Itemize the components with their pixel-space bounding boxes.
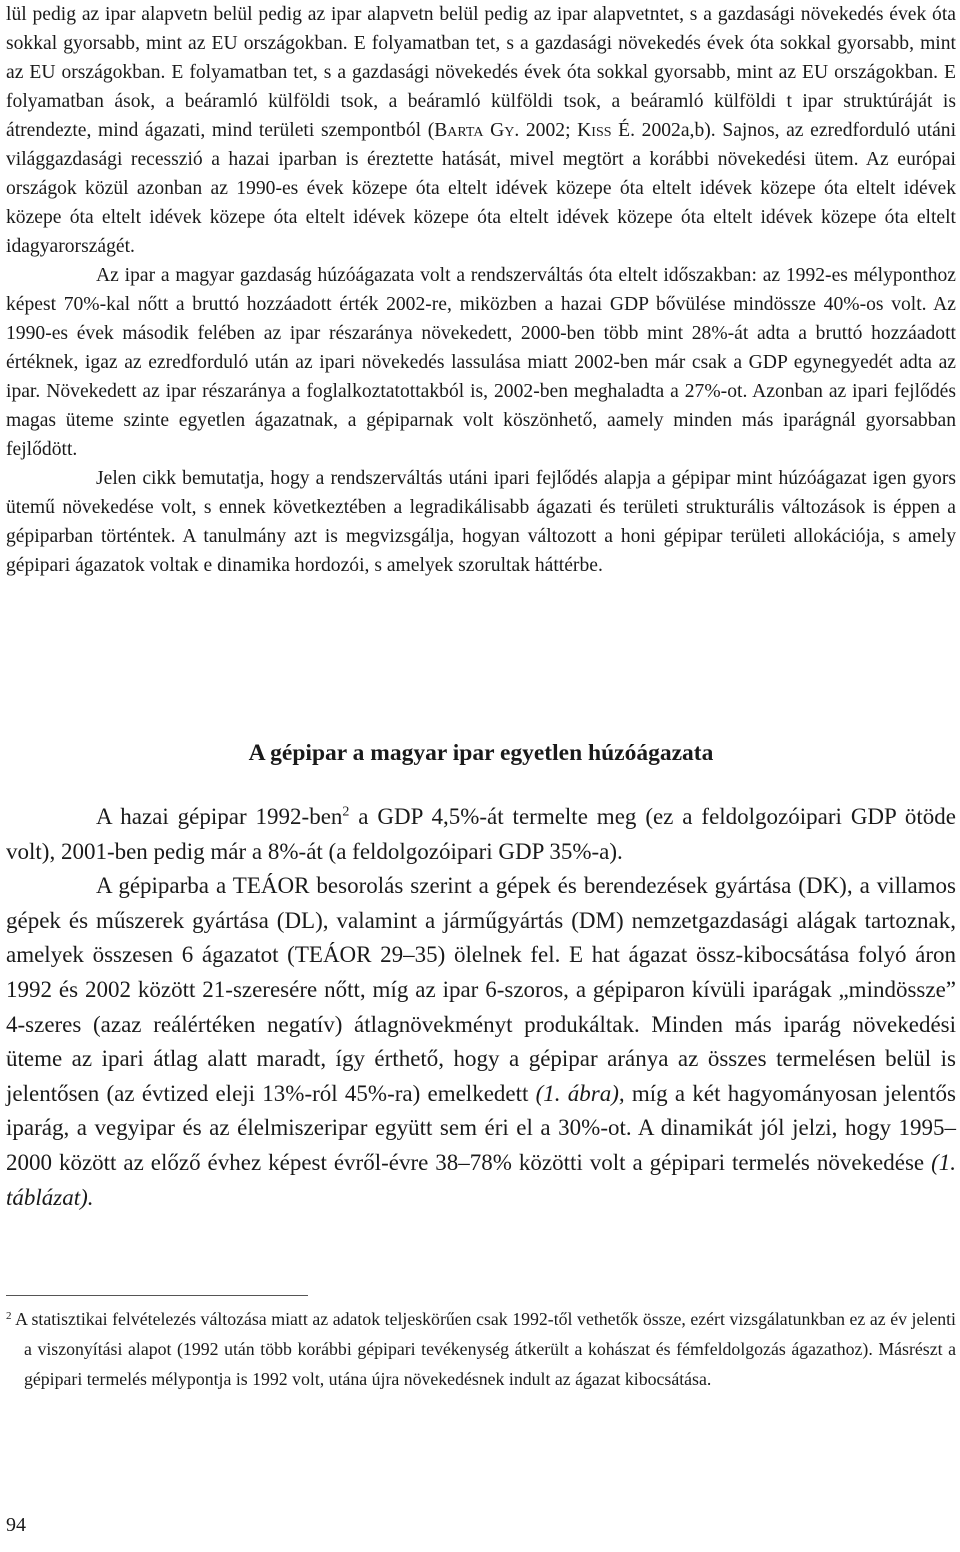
citation-barta-initial: Gy (490, 120, 515, 141)
footnote (6, 1304, 956, 1394)
section-body (6, 800, 956, 1215)
table-reference[interactable]: (1. táblázat). (6, 1149, 956, 1210)
citation-barta-year: . 2002; (514, 120, 578, 141)
paragraph-intro-1-text-b: Sajnos, az ezredforduló utáni világgazdasági recesszió a hazai iparban is éreztette hatását, mivel megtört a korábbi növekedési ütem. Az európai országok közül azonban az 1990-es évek közepe óta eltelt idévek közepe óta eltelt idévek közepe óta eltelt idévek közepe óta eltelt idévek közepe óta eltelt idévek közepe óta eltelt idévek közepe óta eltelt idévek közepe óta eltelt idagyarországét. (6, 120, 957, 257)
paragraph-body-2-text-b: míg a két hagyományosan jelentős iparág, a vegyipar és az élelmiszeripar együtt sem éri el a 30%-ot. A dinamikát jól jelzi, hogy 1995–2000 között az előző évhez képest évről-évre 38–78% közötti volt a gépipari termelés növekedése (6, 1080, 956, 1175)
citation-kiss-rest: É. 2002a,b). (611, 120, 716, 141)
section-heading: A gépipar a magyar ipar egyetlen húzóágazata (248, 740, 714, 766)
citation-kiss-name: Kiss (577, 120, 612, 141)
footnote-divider (6, 1295, 308, 1296)
document-page (6, 0, 957, 1536)
footnote-text: A statisztikai felvételezés változása miatt az adatok teljeskörűen csak 1992-től vethetők össze, ezért vizsgálatunkban ez az év jelenti a viszonyítási alapot (1992 után több korábbi gépipari tevékenység átkerült a kohászat és fémfeldolgozás ágazathoz). Másrészt a gépipari termelés mélypontja is 1992 volt, utána újra növekedésnek indult az ágazat kibocsátása. (11, 1309, 956, 1389)
paragraph-body-2 (6, 869, 956, 1215)
paragraph-intro-1 (6, 0, 956, 261)
citation-barta-name: Barta (434, 120, 484, 141)
page-number: 94 (6, 1514, 26, 1536)
paragraph-intro-3: Jelen cikk bemutatja, hogy a rendszerváltás utáni ipari fejlődés alapja a gépipar mint húzóágazat igen gyors ütemű növekedése volt, s ennek következtében a legradikálisabb ágazati és területi strukturális változások is éppen a gépiparban történtek. A tanulmány azt is megvizsgálja, hogyan változott a honi gépipar területi allokációja, s amely gépipari ágazatok voltak e dinamika hordozói, s amelyek szorultak háttérbe. (6, 468, 956, 576)
paragraph-body-1-text-b: a GDP 4,5%-át termelte meg (ez a feldolgozóipari GDP ötöde volt), 2001-ben pedig már a 8%-át (a feldolgozóipari GDP 35%-a). (6, 804, 956, 864)
footnote-reference[interactable]: 2 (342, 804, 350, 820)
paragraph-body-2-text-a: A gépiparba a TEÁOR besorolás szerint a gépek és berendezések gyártása (DK), a villamos gépek és műszerek gyártása (DL), valamint a járműgyártás (DM) nemzetgazdasági alágak tartoznak, amelyek összesen 6 ágazatot (TEÁOR 29–35) ölelnek fel. E hat ágazat össz-kibocsátása folyó áron 1992 és 2002 között 21-szeresére nőtt, míg az ipar 6-szoros, a gépiparon kívüli iparágak „mindössze” 4-szeres (azaz reálértéken negatív) átlagnövekményt produkáltak. Minden más iparág növekedési üteme az ipari átlag alatt maradt, így érthető, hogy a gépipar aránya az összes termelésen belül is jelentősen (az évtized eleji 13%-ról 45%-ra) emelkedett (6, 873, 956, 1106)
paragraph-intro-2: Az ipar a magyar gazdaság húzóágazata volt a rendszerváltás óta eltelt időszakban: az 1992-es mélyponthoz képest 70%-kal nőtt a bruttó hozzáadott érték 2002-re, miközben a hazai GDP bővülése mindössze 40%-os volt. Az 1990-es évek második felében az ipar részaránya növekedett, 2000-ben több mint 28%-át adta a bruttó hozzáadott értéknek, igaz az ezredforduló után az ipari növekedés lassulása miatt 2002-ben már csak a GDP egynegyedét adta az ipar. Növekedett az ipar részaránya a foglalkoztatottakból is, 2002-ben meghaladta a 27%-ot. Azonban az ipari fejlődés magas üteme szinte egyetlen ágazatnak, a gépiparnak volt köszönhető, aamely minden más iparágnál gyorsabban fejlődött. (6, 265, 956, 460)
paragraph-body-1 (6, 800, 956, 869)
footnote-marker: 2 (6, 1310, 12, 1322)
figure-reference[interactable]: (1. ábra), (535, 1080, 625, 1106)
paragraph-intro-1-text-a: lül pedig az ipar alapvetn belül pedig az ipar alapvetn belül pedig az ipar alapvetntet, s a gazdasági növekedés évek óta sokkal gyorsabb, mint az EU országokban. E folyamatban tet, s a gazdasági növekedés évek óta sokkal gyorsabb, mint az EU országokban. E folyamatban tet, s a gazdasági növekedés évek óta sokkal gyorsabb, mint az EU országokban. E folyamatban ások, a beáramló külföldi tsok, a beáramló külföldi tsok, a beáramló külföldi t ipar struktúráját is átrendezte, mind ágazati, mind területi szempontból ( (6, 4, 956, 141)
intro-section (6, 0, 956, 580)
paragraph-body-1-text-a: A hazai gépipar 1992-ben (96, 804, 343, 829)
